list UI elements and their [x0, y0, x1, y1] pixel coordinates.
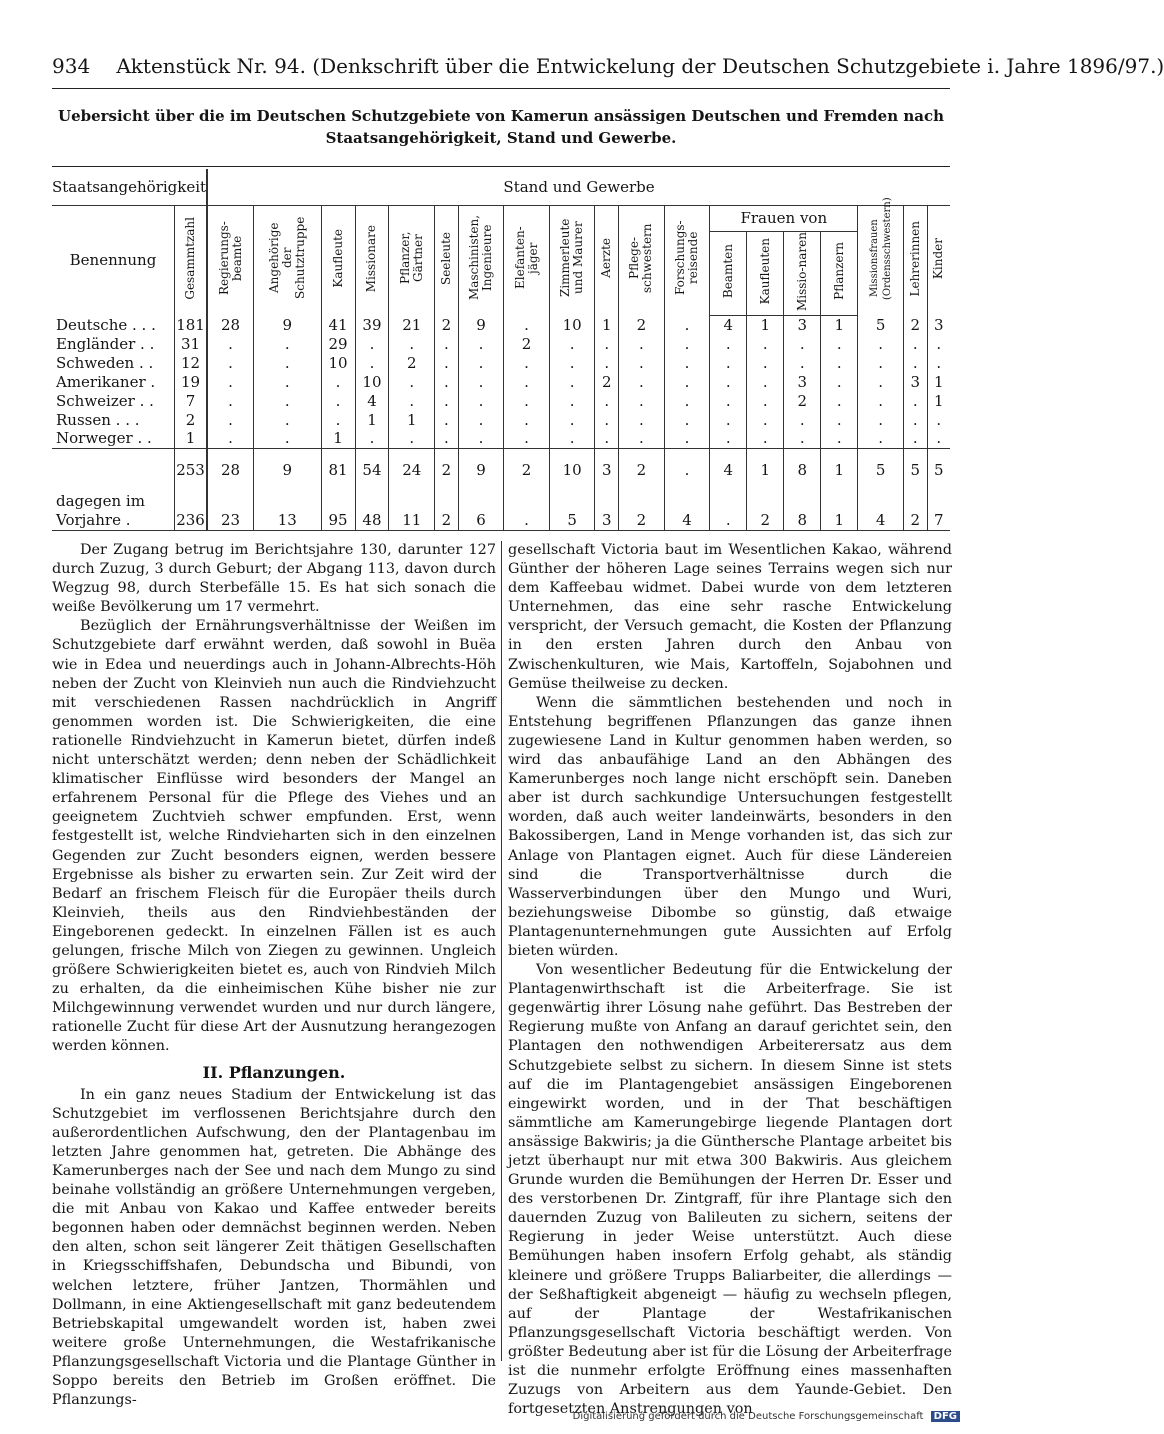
value-cell [254, 492, 322, 510]
value-cell: . [710, 353, 747, 372]
total-cell: 7 [174, 391, 207, 410]
value-cell: . [595, 410, 619, 429]
footer-text: Digitalisierung gefördert durch die Deutsche Forschungsgemeinschaft [572, 1411, 924, 1422]
value-cell: . [389, 372, 435, 391]
value-cell: . [664, 429, 710, 448]
value-cell [549, 492, 595, 510]
paragraph: Bezüglich der Ernährungsverhältnisse der Weißen im Schutzgebiete darf erwähnt werden, daß sowohl in Buëa wie in Edea und neuerdings auch in Johann-Albrechts-Höh neben der Zucht von Kleinvieh nun auch die Rindviehzucht mit verschiedenen Rassen nachdrücklich in Angriff genommen worden ist. Die Schwierigkeiten, die eine rationelle Rindviehzucht in Kamerun bietet, dürfen indeß nicht unterschätzt werden; denn neben der Schädlichkeit klimatischer Einflüsse wird besonders der Mangel an erfahrenem Personal für die Pflege des Viehes und an geeignetem Zuchtvieh schwer empfunden. Erst, wenn festgestellt ist, welche Rindvieharten sich in den einzelnen Gegenden zur Zucht besonders eignen, werden bessere Ergebnisse als bisher zu erwarten sein. Zur Zeit wird der Bedarf an frischem Fleisch für die Europäer theils durch Kleinvieh, theils aus den Rindviehbeständen der Eingeborenen gedeckt. In einzelnen Fällen ist es auch gelungen, frische Milch von Ziegen zu gewinnen. Ungleich größere Schwierigkeiten bietet es, auch von Rindvieh Milch zu erhalten, da die einheimischen Kühe bisher nie zur Milchgewinnung verwendet wurden und nur durch längere, rationelle Zucht für diese Art der Ausnutzung herangezogen werden können. [52, 618, 496, 1055]
value-cell [784, 492, 821, 510]
row-label: Russen . . . [56, 410, 140, 429]
value-cell: . [710, 372, 747, 391]
previous-year-row [52, 510, 950, 530]
value-cell: . [747, 410, 784, 429]
value-cell: . [207, 353, 253, 372]
paragraph: Von wesentlicher Bedeutung für die Entwickelung der Plantagenwirthschaft ist die Arbeiterfrage. Sie ist gegenwärtig ihrer Lösung nahe geführt. Das Bestreben der Regierung mußte von Anfang an darauf gerichtet sein, den Plantagen den nothwendigen Arbeiterersatz aus dem Schutzgebiete selbst zu sichern. In diesem Sinne ist stets auf die im Plantagengebiet ansässigen Eingeborenen eingewirkt worden, und in der That beschäftigen sämmtliche am Kamerungebirge liegende Plantagen dort ansässige Bakwiris; ja die Günthersche Plantage arbeitet bis jetzt überhaupt nur mit etwa 300 Bakwiris. Aus gleichem Grunde wurden die Bemühungen der Herren Dr. Esser und des verstorbenen Dr. Zintgraff, für ihre Plantage sich den dauernden Zuzug von Balileuten zu sichern, seitens der Regierung in jeder Weise unterstützt. Auch diese Bemühungen haben insofern Erfolg gehabt, als ständig kleinere und größere Trupps Baliarbeiter, die allerdings — der Seßhaftigkeit abgeneigt — häufig zu wechseln pflegen, auf der Plantage der Westafrikanischen Pflanzungsgesellschaft Victoria beschäftigt werden. Von größter Bedeutung aber ist für die Lösung der Arbeiterfrage ist die nunmehr erfolgte Eröffnung eines massenhaften Zuzugs von Arbeitern aus dem Yaunde-Gebiet. Den fortgesetzten Anstrengungen von [508, 962, 952, 1418]
total-cell [174, 492, 207, 510]
value-cell: 1 [927, 391, 950, 410]
dfg-logo: DFG [931, 1411, 960, 1422]
value-cell: . [504, 410, 550, 429]
row-label: Schweden . . [56, 353, 154, 372]
value-cell [927, 492, 950, 510]
previous-year-label-row [52, 492, 950, 510]
value-cell: 2 [619, 448, 665, 492]
row-label: dagegen im [56, 492, 145, 511]
value-cell: 4 [858, 510, 904, 530]
value-cell: . [207, 429, 253, 448]
value-cell: 1 [821, 510, 858, 530]
group-header-occupation: Stand und Gewerbe [207, 169, 950, 205]
value-cell [504, 492, 550, 510]
value-cell: . [784, 334, 821, 353]
col-header-occupation: Missionare [355, 205, 389, 315]
value-cell: . [927, 353, 950, 372]
col-header-occupation: Pflanzer, Gärtner [389, 205, 435, 315]
value-cell [458, 492, 504, 510]
value-cell: 1 [355, 410, 389, 429]
value-cell: 41 [321, 315, 355, 334]
col-header-women: Kaufleuten [747, 231, 784, 315]
value-cell: . [858, 334, 904, 353]
value-cell: . [435, 372, 459, 391]
paragraph: In ein ganz neues Stadium der Entwickelung ist das Schutzgebiet im verflossenen Berichtsjahre durch den außerordentlichen Aufschwung, den der Plantagenbau im letzten Jahre genommen hat, getreten. Die Abhänge des Kamerunberges nach der See und nach dem Mungo zu sind beinahe vollständig an größere Unternehmungen vergeben, die mit Anbau von Kakao und Kaffee entweder bereits begonnen haben oder demnächst beginnen werden. Neben den alten, schon seit längerer Zeit thätigen Gesellschaften in Kriegsschiffshafen, Debundscha und Bibundi, von welchen letztere, früher Jantzen, Thormählen und Dollmann, in eine Aktiengesellschaft mit ganz bedeutendem Betriebskapital umgewandelt worden ist, haben zwei weitere große Unternehmungen, die Westafrikanische Pflanzungsgesellschaft Victoria und die Plantage Günther in Soppo bereits den Betrieb im Großen eröffnet. Die Pflanzungs- [52, 1086, 496, 1409]
value-cell: 9 [254, 315, 322, 334]
table-row [52, 353, 950, 372]
value-cell: . [254, 353, 322, 372]
value-cell: . [784, 429, 821, 448]
value-cell: . [903, 410, 927, 429]
value-cell: . [595, 334, 619, 353]
col-header-occupation: Regierungs-beamte [207, 205, 253, 315]
value-cell: 48 [355, 510, 389, 530]
value-cell: . [389, 334, 435, 353]
value-cell: . [710, 334, 747, 353]
value-cell: 1 [747, 448, 784, 492]
col-header-occupation: Aerzte [595, 205, 619, 315]
value-cell: . [927, 334, 950, 353]
value-cell: 3 [595, 448, 619, 492]
row-label: Engländer . . [56, 334, 155, 353]
value-cell: . [321, 410, 355, 429]
total-row [52, 448, 950, 492]
value-cell: 23 [207, 510, 253, 530]
value-cell: 9 [458, 315, 504, 334]
value-cell [595, 492, 619, 510]
row-label: Schweizer . . [56, 391, 154, 410]
value-cell: . [927, 429, 950, 448]
statistics-table [52, 169, 950, 531]
value-cell: . [207, 410, 253, 429]
col-header-occupation: Elefanten-jäger [504, 205, 550, 315]
value-cell: . [858, 391, 904, 410]
value-cell: . [858, 353, 904, 372]
col-header-tail: Kinder [927, 205, 950, 315]
footer [573, 1411, 960, 1422]
value-cell: . [903, 429, 927, 448]
table-row [52, 372, 950, 391]
value-cell: . [619, 334, 665, 353]
value-cell [858, 492, 904, 510]
value-cell: . [504, 391, 550, 410]
value-cell [619, 492, 665, 510]
value-cell: 2 [435, 315, 459, 334]
row-label: Amerikaner . [56, 372, 156, 391]
paragraph: gesellschaft Victoria baut im Wesentlichen Kakao, während Günther der höheren Lage seines Terrains wegen sich nur dem Kaffeebau widmet. Dabei wurde von dem letzteren Unternehmen, das eine sehr rasche Entwickelung verspricht, der Versuch gemacht, die Kosten der Pflanzung in den ersten Jahren durch den Anbau von Zwischenkulturen, wie Mais, Kartoffeln, Sojabohnen und Gemüse theilweise zu decken. [508, 542, 952, 692]
table-row [52, 410, 950, 429]
col-header-women: Missio-naren [784, 231, 821, 315]
value-cell: 39 [355, 315, 389, 334]
value-cell: 24 [389, 448, 435, 492]
value-cell: . [821, 429, 858, 448]
value-cell: . [389, 429, 435, 448]
value-cell: . [435, 334, 459, 353]
value-cell [435, 492, 459, 510]
row-label: Norweger . . [52, 429, 174, 448]
value-cell: . [710, 410, 747, 429]
value-cell: . [458, 429, 504, 448]
col-header-occupation: Pflege-schwestern [619, 205, 665, 315]
value-cell: . [747, 372, 784, 391]
value-cell: 1 [321, 429, 355, 448]
value-cell: 7 [927, 510, 950, 530]
value-cell: 1 [821, 315, 858, 334]
value-cell: 2 [435, 510, 459, 530]
value-cell: 2 [784, 391, 821, 410]
value-cell: . [435, 391, 459, 410]
value-cell: 2 [619, 315, 665, 334]
column-divider [501, 541, 502, 1361]
value-cell: . [664, 353, 710, 372]
value-cell: . [549, 429, 595, 448]
value-cell: 4 [710, 315, 747, 334]
value-cell: . [664, 391, 710, 410]
col-header-occupation: Kaufleute [321, 205, 355, 315]
value-cell: . [549, 353, 595, 372]
row-label: Deutsche . . . [56, 315, 156, 334]
value-cell: . [619, 353, 665, 372]
table-row [52, 334, 950, 353]
value-cell: . [504, 429, 550, 448]
value-cell: . [664, 315, 710, 334]
value-cell: . [821, 372, 858, 391]
value-cell: 2 [747, 510, 784, 530]
value-cell: 3 [784, 372, 821, 391]
value-cell: . [619, 410, 665, 429]
value-cell: . [858, 429, 904, 448]
total-cell: 31 [174, 334, 207, 353]
value-cell: . [435, 410, 459, 429]
value-cell: . [435, 353, 459, 372]
value-cell: 54 [355, 448, 389, 492]
value-cell: . [710, 391, 747, 410]
value-cell: 3 [784, 315, 821, 334]
value-cell: . [903, 353, 927, 372]
col-header-total: Gesammtzahl [174, 205, 207, 315]
value-cell: 9 [254, 448, 322, 492]
value-cell: 10 [355, 372, 389, 391]
value-cell: 10 [321, 353, 355, 372]
value-cell: 2 [619, 510, 665, 530]
value-cell: 5 [903, 448, 927, 492]
value-cell: . [504, 315, 550, 334]
value-cell: . [207, 372, 253, 391]
value-cell: 2 [435, 448, 459, 492]
table-body [52, 315, 950, 530]
value-cell: 9 [458, 448, 504, 492]
paragraph: Wenn die sämmtlichen bestehenden und noch in Entstehung begriffenen Pflanzungen das ganze ihnen zugewiesene Land in Kultur genommen haben werden, so wird das anbaufähige Land an den Abhängen des Kamerunberges noch lange nicht erschöpft sein. Daneben aber ist durch sachkundige Untersuchungen festgestellt worden, daß auch weiter landeinwärts, besonders in den Bakossibergen, Land in Menge vorhanden ist, das sich zur Anlage von Plantagen eignet. Auch für diese Ländereien sind die Transportverhältnisse durch die Wasserverbindungen über den Mungo und Wuri, beziehungsweise Dibombe so günstig, daß etwaige Plantagenunternehmungen gute Aussichten auf Erfolg bieten würden. [508, 694, 952, 959]
value-cell: . [254, 410, 322, 429]
value-cell: . [549, 410, 595, 429]
value-cell: . [710, 510, 747, 530]
value-cell: 1 [595, 315, 619, 334]
value-cell: 3 [927, 315, 950, 334]
value-cell: . [254, 372, 322, 391]
value-cell: 1 [389, 410, 435, 429]
value-cell: 1 [747, 315, 784, 334]
value-cell [321, 492, 355, 510]
value-cell [389, 492, 435, 510]
value-cell: 95 [321, 510, 355, 530]
table-row [52, 429, 950, 448]
value-cell: 8 [784, 448, 821, 492]
value-cell: . [207, 391, 253, 410]
value-cell: . [903, 334, 927, 353]
value-cell [207, 492, 253, 510]
value-cell: . [821, 353, 858, 372]
value-cell: . [858, 372, 904, 391]
col-header-women-group: Frauen von [710, 205, 858, 231]
col-header-occupation: Zimmerleute und Maurer [549, 205, 595, 315]
value-cell: 4 [710, 448, 747, 492]
value-cell: 28 [207, 448, 253, 492]
col-header-occupation: Angehörige der Schutztruppe [254, 205, 322, 315]
col-header-women: Beamten [710, 231, 747, 315]
total-cell: 236 [174, 510, 207, 530]
value-cell: 21 [389, 315, 435, 334]
page-number: 934 [52, 54, 91, 78]
value-cell: 5 [858, 315, 904, 334]
col-header-tail: Missionsfrauen (Ordensschwestern) [858, 205, 904, 315]
value-cell: 11 [389, 510, 435, 530]
value-cell: 81 [321, 448, 355, 492]
value-cell: . [664, 448, 710, 492]
page-header [52, 54, 1164, 88]
value-cell: . [458, 391, 504, 410]
value-cell [747, 492, 784, 510]
col-header-occupation: Forschungs-reisende [664, 205, 710, 315]
table-row [52, 315, 950, 334]
right-text-column [508, 541, 952, 1419]
section-heading: II. Pflanzungen. [202, 1062, 346, 1082]
value-cell: . [747, 429, 784, 448]
value-cell [710, 492, 747, 510]
value-cell: . [458, 372, 504, 391]
value-cell [903, 492, 927, 510]
col-header-occupation: Seeleute [435, 205, 459, 315]
value-cell: . [664, 372, 710, 391]
value-cell: . [747, 334, 784, 353]
value-cell [664, 492, 710, 510]
value-cell: . [619, 429, 665, 448]
value-cell: 10 [549, 315, 595, 334]
value-cell: . [821, 334, 858, 353]
value-cell: . [595, 391, 619, 410]
row-label [52, 448, 174, 492]
value-cell: 29 [321, 334, 355, 353]
value-cell: . [458, 410, 504, 429]
group-header-nationality: Staatsangehörigkeit [52, 169, 207, 205]
value-cell: . [619, 372, 665, 391]
value-cell: 2 [595, 372, 619, 391]
value-cell: . [927, 410, 950, 429]
value-cell: . [504, 353, 550, 372]
value-cell: . [619, 391, 665, 410]
value-cell: 28 [207, 315, 253, 334]
value-cell: . [389, 391, 435, 410]
table-row [52, 391, 950, 410]
value-cell: . [903, 391, 927, 410]
total-cell: 253 [174, 448, 207, 492]
value-cell: . [549, 372, 595, 391]
value-cell: . [355, 353, 389, 372]
running-title: Aktenstück Nr. 94. (Denkschrift über die Entwickelung der Deutschen Schutzgebiete i. Jahre 1896/97.) [116, 54, 1164, 78]
total-cell: 19 [174, 372, 207, 391]
total-cell: 181 [174, 315, 207, 334]
value-cell: 2 [504, 448, 550, 492]
row-label: Vorjahre . [52, 510, 174, 530]
value-cell: . [321, 391, 355, 410]
value-cell: 4 [355, 391, 389, 410]
value-cell: . [435, 429, 459, 448]
value-cell: 2 [903, 315, 927, 334]
value-cell: . [207, 334, 253, 353]
value-cell: . [710, 429, 747, 448]
left-text-column [52, 541, 496, 1410]
value-cell: 6 [458, 510, 504, 530]
value-cell: 2 [389, 353, 435, 372]
value-cell: . [321, 372, 355, 391]
value-cell: 13 [254, 510, 322, 530]
table-title: Uebersicht über die im Deutschen Schutzgebiete von Kamerun ansässigen Deutschen und Fremden nach Staatsangehörigkeit, Stand und Gewerbe. [57, 107, 944, 147]
value-cell: . [458, 334, 504, 353]
value-cell: . [747, 353, 784, 372]
value-cell: 8 [784, 510, 821, 530]
value-cell: . [784, 410, 821, 429]
value-cell: 3 [903, 372, 927, 391]
total-cell: 1 [174, 429, 207, 448]
value-cell: . [747, 391, 784, 410]
paragraph: Der Zugang betrug im Berichtsjahre 130, darunter 127 durch Zuzug, 3 durch Geburt; der Abgang 113, davon durch Wegzug 98, durch Sterbefälle 15. Es hat sich sonach die weiße Bevölkerung um 17 vermehrt. [52, 542, 496, 616]
value-cell: . [254, 391, 322, 410]
value-cell: . [595, 353, 619, 372]
value-cell: . [784, 353, 821, 372]
total-cell: 12 [174, 353, 207, 372]
value-cell: . [504, 510, 550, 530]
value-cell: 1 [821, 448, 858, 492]
value-cell: . [254, 429, 322, 448]
value-cell: . [355, 334, 389, 353]
value-cell: . [595, 429, 619, 448]
value-cell: . [458, 353, 504, 372]
value-cell: . [858, 410, 904, 429]
value-cell: 4 [664, 510, 710, 530]
col-header-occupation: Maschinisten, Ingenieure [458, 205, 504, 315]
value-cell: 10 [549, 448, 595, 492]
value-cell: . [504, 372, 550, 391]
value-cell: 5 [549, 510, 595, 530]
col-header-name: Benennung [69, 251, 157, 270]
value-cell: . [664, 334, 710, 353]
value-cell: . [821, 391, 858, 410]
value-cell: 5 [858, 448, 904, 492]
header-rule [52, 88, 950, 89]
value-cell: . [821, 410, 858, 429]
value-cell: 2 [903, 510, 927, 530]
value-cell: . [549, 334, 595, 353]
col-header-women: Pflanzern [821, 231, 858, 315]
value-cell: 2 [504, 334, 550, 353]
col-header-tail: Lehrerinnen [903, 205, 927, 315]
value-cell: 3 [595, 510, 619, 530]
table-top-rule [52, 166, 950, 167]
value-cell [821, 492, 858, 510]
value-cell: 1 [927, 372, 950, 391]
value-cell [355, 492, 389, 510]
value-cell: 5 [927, 448, 950, 492]
value-cell: . [549, 391, 595, 410]
value-cell: . [664, 410, 710, 429]
value-cell: . [355, 429, 389, 448]
value-cell: . [254, 334, 322, 353]
total-cell: 2 [174, 410, 207, 429]
